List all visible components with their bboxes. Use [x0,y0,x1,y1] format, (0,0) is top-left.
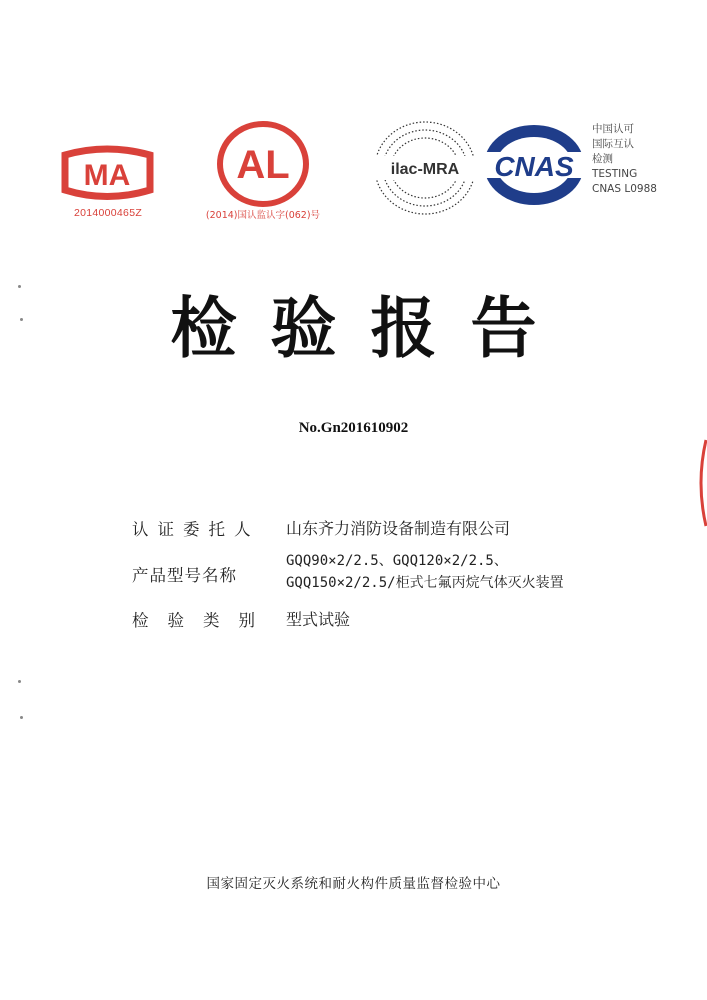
scan-speck [18,285,21,288]
ilac-mra-logo [372,118,478,218]
scan-speck [20,716,23,719]
cma-logo [55,135,160,215]
cal-code: (2014)国认监认字(062)号 [205,210,321,221]
product-label: 产品型号名称 [132,566,237,585]
cnas-line: 国际互认 [592,138,634,150]
cnas-accreditation-text [592,122,702,197]
cma-logo-text: MA [83,159,131,192]
cnas-line: TESTING [592,168,638,180]
inspection-type-value: 型式试验 [286,610,351,629]
cnas-line: 检测 [592,153,613,165]
cma-code: 2014000465Z [73,207,143,219]
cal-logo [214,118,312,210]
report-number: No.Gn201610902 [298,420,409,436]
document-title: 检验报告 [170,290,571,367]
issuing-authority: 国家固定灭火系统和耐火构件质量监督检验中心 [206,876,501,892]
cnas-logo [480,122,588,208]
ilac-logo-text: ilac-MRA [390,161,460,178]
cnas-line: 中国认可 [592,123,634,135]
seal-fragment [688,438,707,528]
product-value-line2: GQQ150×2/2.5/柜式七氟丙烷气体灭火装置 [286,575,564,591]
scan-speck [18,680,21,683]
scan-speck [20,318,23,321]
cal-logo-text: AL [236,143,290,187]
product-value-line1: GQQ90×2/2.5、GQQ120×2/2.5、 [286,553,508,569]
client-label: 认证委托人 [132,520,260,539]
inspection-type-label: 检验类别 [132,611,274,630]
client-value: 山东齐力消防设备制造有限公司 [286,519,511,538]
cnas-logo-text: CNAS [494,151,574,182]
cnas-line: CNAS L0988 [592,183,657,195]
